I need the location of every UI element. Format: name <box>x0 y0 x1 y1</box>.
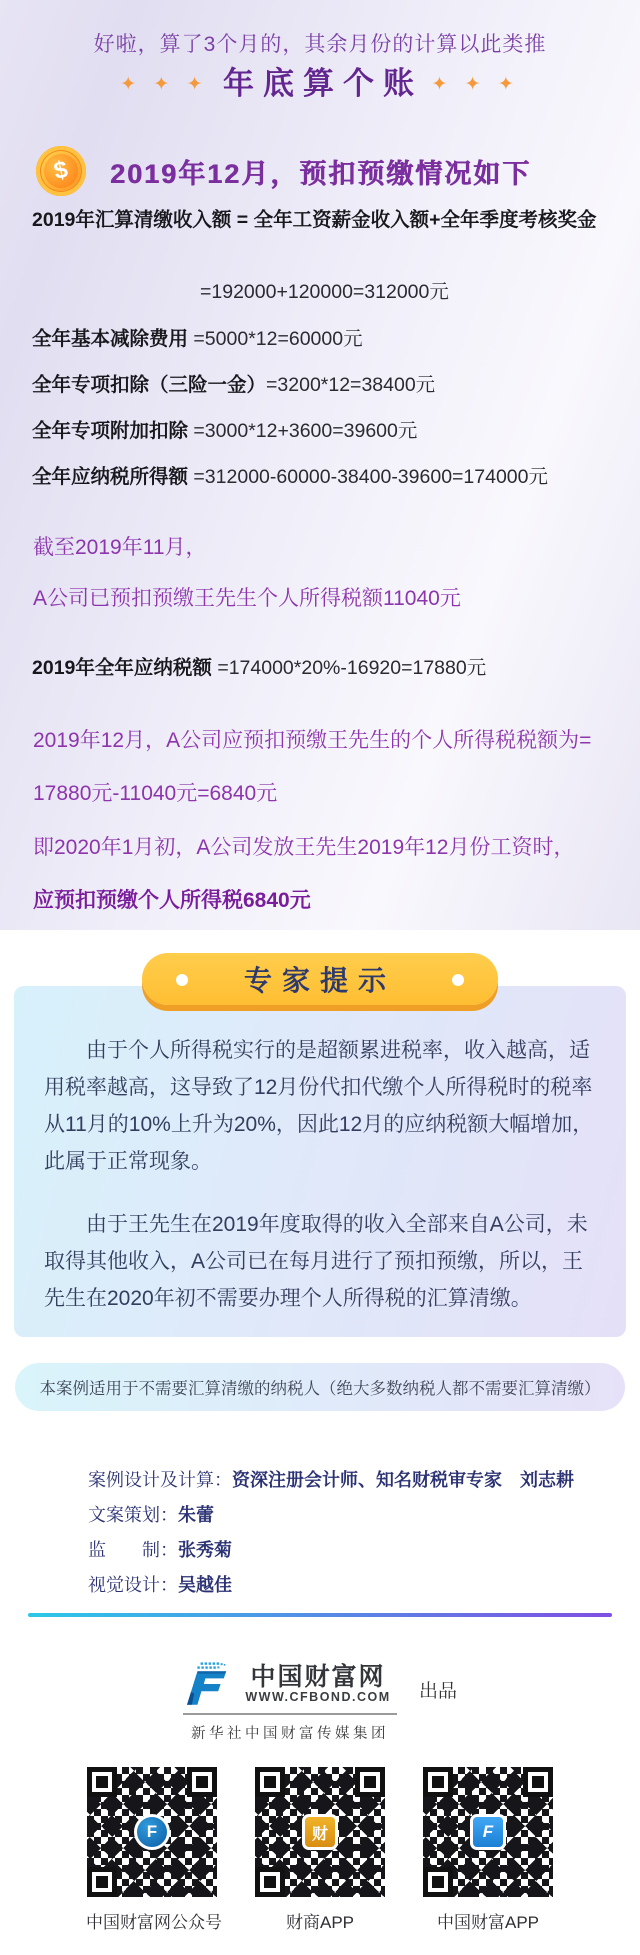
credit-label: 监 制： <box>88 1540 178 1560</box>
brand-group-name: 新华社中国财富传媒集团 <box>190 1726 389 1742</box>
qr-item-wechat <box>86 1767 222 1933</box>
december-line1: 2019年12月，A公司应预扣预缴王先生的个人所得税税额为= <box>33 729 592 752</box>
expert-tip-badge-label: 专家提示 <box>243 965 396 996</box>
qr-finder-icon <box>255 1767 285 1797</box>
calc-label: 2019年全年应纳税额 <box>32 657 218 679</box>
expert-tip-badge <box>142 953 498 1005</box>
december-conclusion: 应预扣预缴个人所得税6840元 <box>33 889 311 912</box>
qr-finder-icon <box>423 1767 453 1797</box>
badge-dot-left-icon <box>176 974 188 986</box>
brand-logo <box>183 1661 397 1743</box>
calc-label: 全年基本减除费用 <box>32 328 194 350</box>
credit-row-supervisor <box>88 1533 640 1568</box>
credit-value: 吴越佳 <box>178 1575 232 1595</box>
hero-section <box>0 0 640 930</box>
calc-row-income-result: =192000+120000=312000元 <box>200 281 449 303</box>
calc-row-additional-deduction <box>32 415 417 443</box>
brand-top-row <box>183 1661 397 1707</box>
december-line3: 即2020年1月初，A公司发放王先生2019年12月份工资时， <box>33 836 575 859</box>
sparkle-stars-left-icon: ✦ ✦ ✦ <box>120 74 209 95</box>
title-row <box>0 58 640 103</box>
qr-finder-icon <box>187 1767 217 1797</box>
section-heading-row <box>36 146 531 196</box>
qr-code-caishang-app <box>255 1767 385 1897</box>
calc-label: 全年应纳税所得额 <box>32 466 194 488</box>
qr-label: 财商APP <box>285 1913 355 1932</box>
credit-row-designer <box>88 1463 640 1498</box>
sparkle-stars-right-icon: ✦ ✦ ✦ <box>431 74 520 95</box>
brand-rule <box>183 1713 397 1715</box>
calc-formula: = 全年工资薪金收入额+全年季度考核奖金 <box>231 209 597 231</box>
calc-row-basic-deduction <box>32 323 363 351</box>
calc-label: 全年专项附加扣除 <box>32 420 194 442</box>
interim-line1: 截至2019年11月， <box>33 536 207 559</box>
calc-formula: =3200*12=38400元 <box>266 374 436 396</box>
expert-tip-panel <box>14 986 626 1337</box>
credit-row-copywriter <box>88 1498 640 1533</box>
expert-paragraph-2: 由于王先生在2019年度取得的收入全部来自A公司，未取得其他收入，A公司已在每月进行了预扣预缴，所以，王先生在2020年初不需要办理个人所得税的汇算清缴。 <box>44 1213 588 1310</box>
expert-paragraph-1: 由于个人所得税实行的是超额累进税率，收入越高，适用税率越高，这导致了12月份代扣代缴个人所得税时的税率从11月的10%上升为20%，因此12月的应纳税额大幅增加，此属于正常现象。 <box>44 1039 594 1173</box>
calc-row-special-deduction <box>32 369 435 397</box>
interim-line2: A公司已预扣预缴王先生个人所得税额11040元 <box>33 587 461 610</box>
credit-value: 朱蕾 <box>178 1505 214 1525</box>
qr-label: 中国财富APP <box>436 1913 540 1932</box>
qr-center-logo-icon: 财 <box>302 1814 338 1850</box>
qr-finder-icon <box>255 1867 285 1897</box>
badge-dot-right-icon <box>452 974 464 986</box>
calc-row-annual-tax <box>32 652 486 680</box>
qr-item-cfbond-app <box>422 1767 554 1933</box>
section-heading: 2019年12月，预扣预缴情况如下 <box>110 158 532 189</box>
calc-row-taxable-income <box>32 461 548 489</box>
dollar-sign: $ <box>41 151 81 191</box>
qr-finder-icon <box>87 1767 117 1797</box>
credit-label: 文案策划： <box>88 1505 178 1525</box>
gradient-divider <box>28 1613 612 1617</box>
brand-site-url: WWW.CFBOND.COM <box>245 1690 391 1704</box>
calc-formula: =5000*12=60000元 <box>193 328 363 350</box>
credit-label: 视觉设计： <box>88 1575 178 1595</box>
lower-section <box>0 953 640 1933</box>
qr-finder-icon <box>423 1867 453 1897</box>
brand-name: 中国财富网 <box>250 1663 386 1691</box>
intro-line: 好啦，算了3个月的，其余月份的计算以此类推 <box>93 33 547 56</box>
credit-label: 案例设计及计算： <box>88 1470 232 1490</box>
credit-value: 资深注册会计师、知名财税审专家 刘志耕 <box>232 1470 574 1490</box>
page-title: 年底算个账 <box>223 66 423 101</box>
qr-code-wechat <box>87 1767 217 1897</box>
qr-finder-icon <box>523 1767 553 1797</box>
calc-formula: =3000*12+3600=39600元 <box>193 420 418 442</box>
december-line2: 17880元-11040元=6840元 <box>33 782 278 805</box>
produced-by-label: 出品 <box>418 1680 457 1702</box>
applicability-note: 本案例适用于不需要汇算清缴的纳税人（绝大多数纳税人都不需要汇算清缴） <box>15 1363 625 1411</box>
qr-finder-icon <box>87 1867 117 1897</box>
qr-center-logo-icon: F <box>470 1814 506 1850</box>
cfbond-f-logo-icon <box>183 1661 231 1707</box>
calc-row-income <box>32 204 597 232</box>
qr-code-cfbond-app <box>423 1767 553 1897</box>
qr-center-logo-icon: F <box>134 1814 170 1850</box>
credits-block <box>88 1463 640 1603</box>
calc-formula: =312000-60000-38400-39600=174000元 <box>193 466 548 488</box>
credit-row-visual-designer <box>88 1568 640 1603</box>
brand-names <box>239 1664 397 1704</box>
brand-block <box>0 1661 640 1743</box>
calc-formula: =174000*20%-16920=17880元 <box>217 657 487 679</box>
calc-label: 全年专项扣除（三险一金） <box>32 374 267 396</box>
qr-finder-icon <box>355 1767 385 1797</box>
qr-item-caishang-app <box>254 1767 386 1933</box>
dollar-coin-icon <box>31 141 90 200</box>
credit-value: 张秀菊 <box>178 1540 232 1560</box>
qr-label: 中国财富网公众号 <box>86 1913 222 1932</box>
calc-label: 2019年汇算清缴收入额 <box>32 209 232 231</box>
qr-code-row <box>0 1767 640 1933</box>
